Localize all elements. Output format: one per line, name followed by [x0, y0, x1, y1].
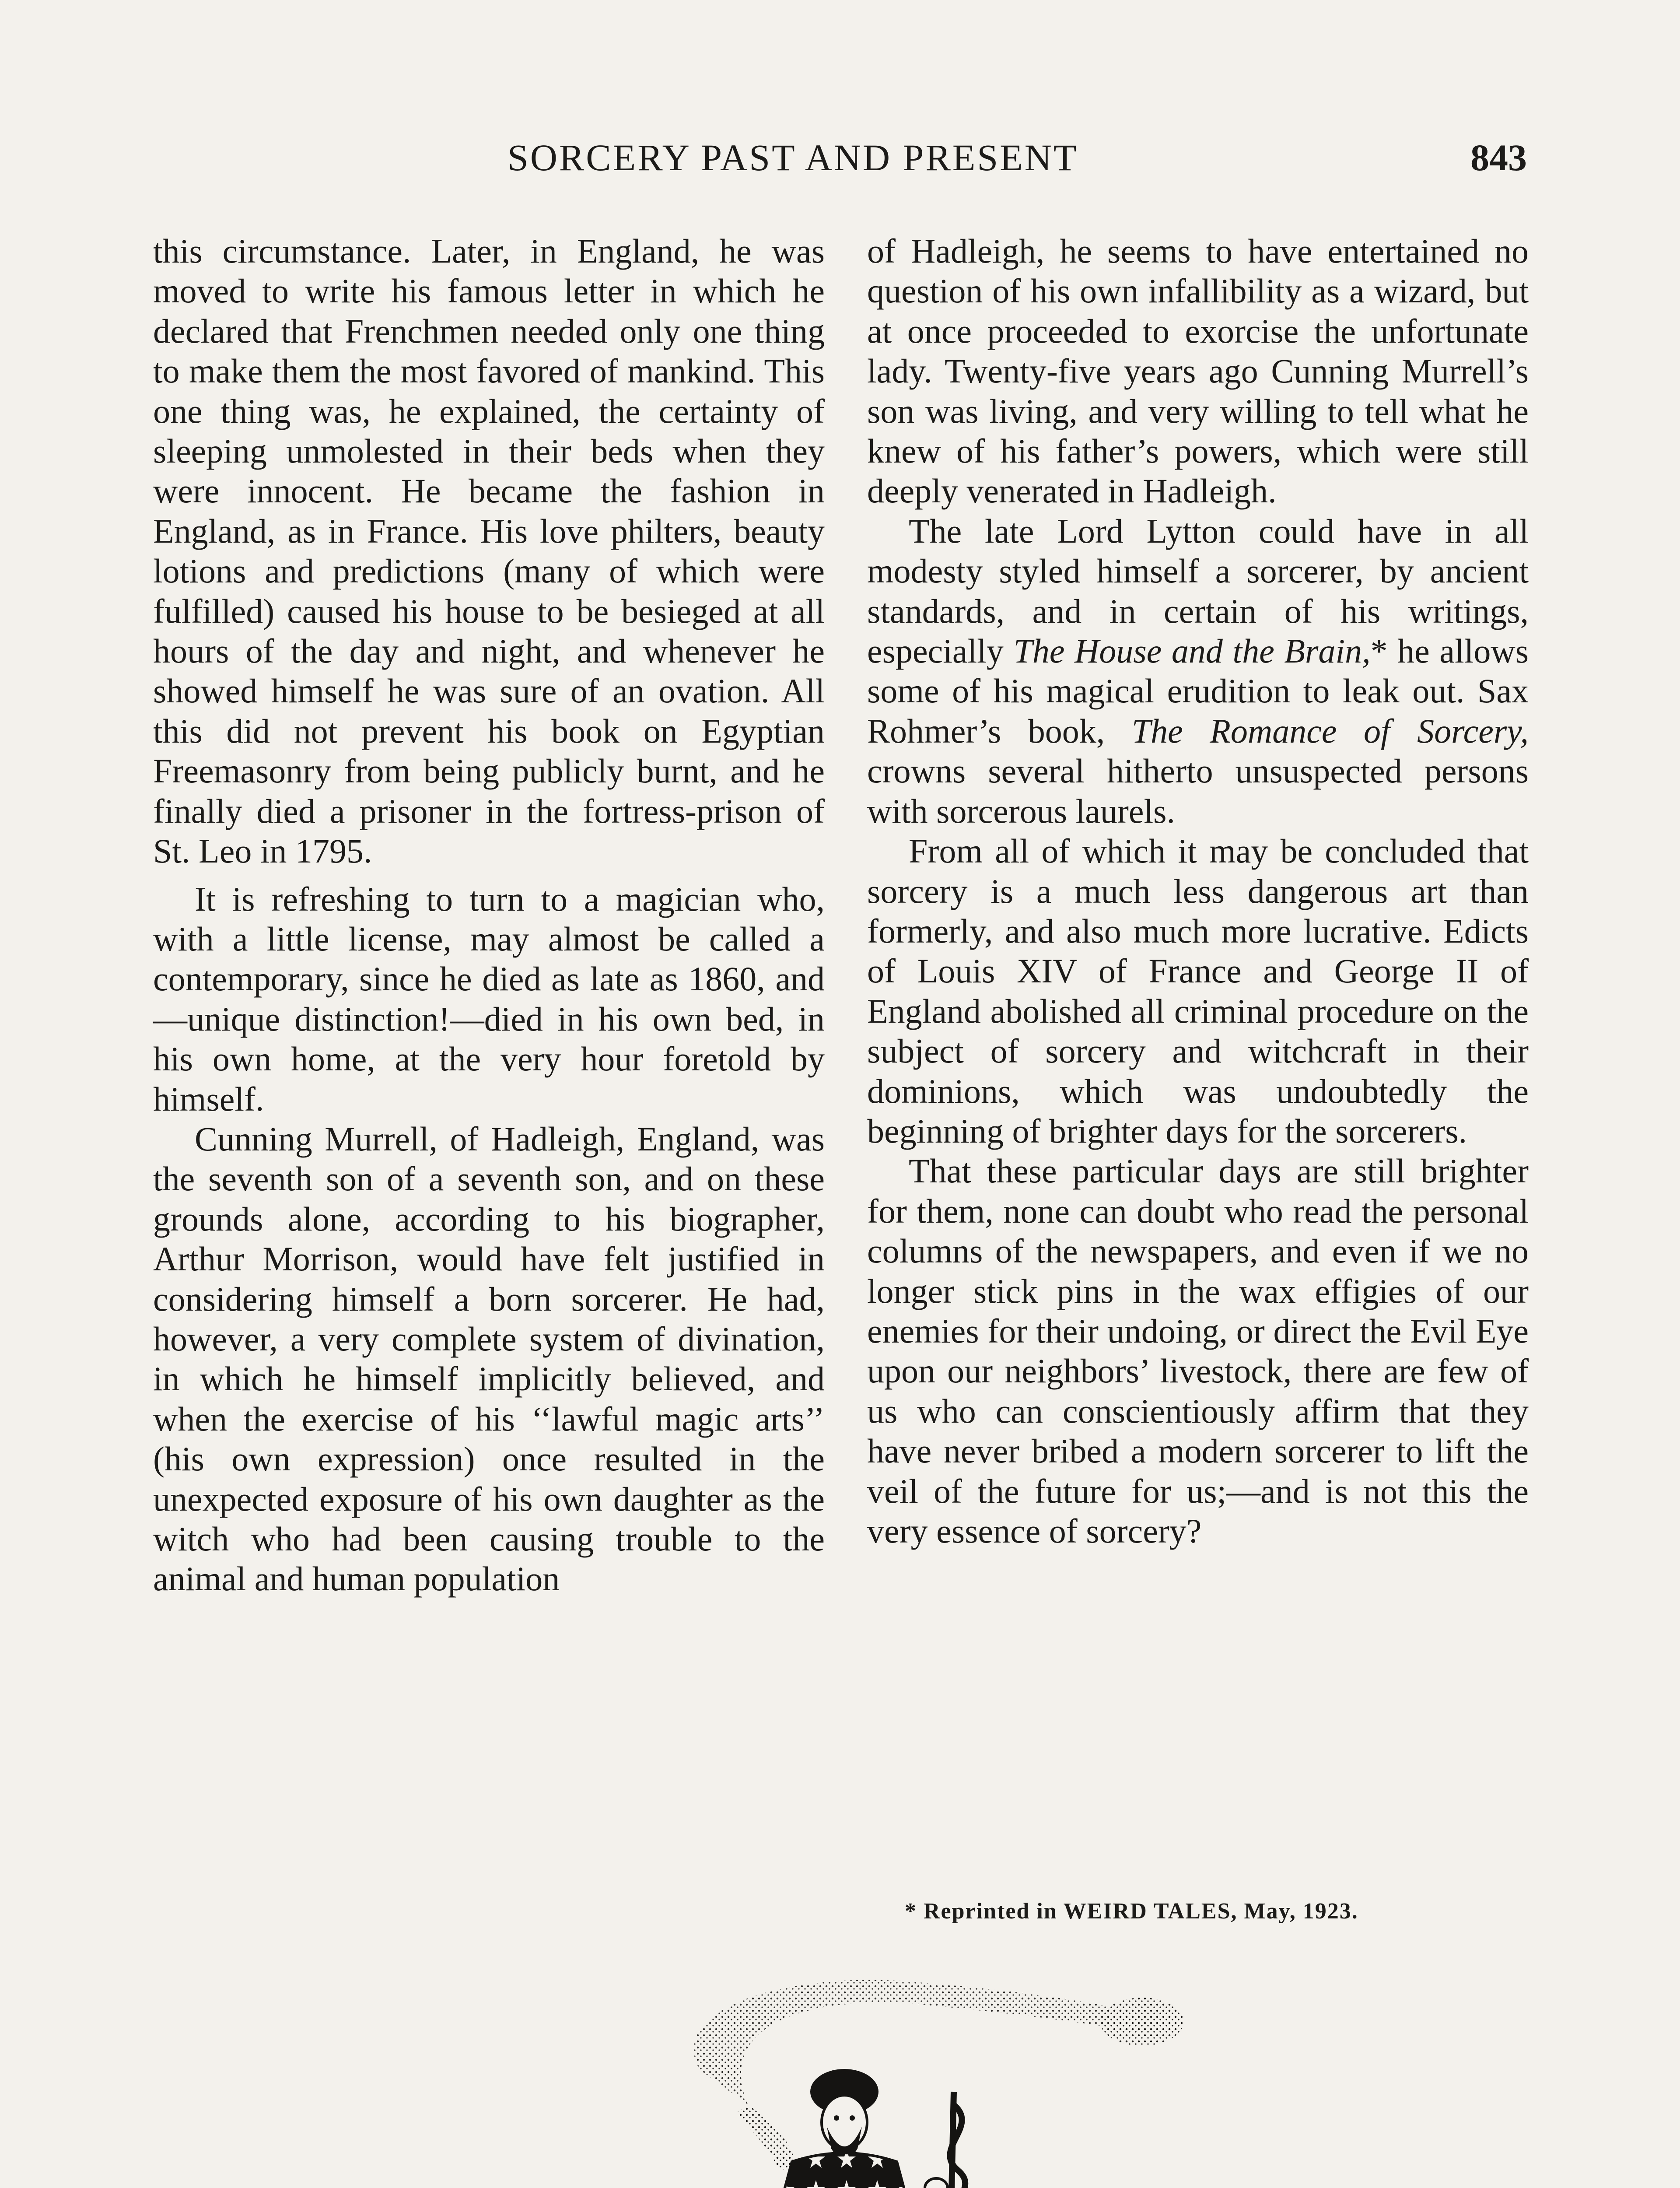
book-title-romance-of-sorcery: The Romance of Sorcery,: [1131, 712, 1529, 750]
paragraph-right-4: That these particular days are still brighter for them, none can doubt who read the personal columns of the newspapers, and even if we no longer stick pins in the wax effigies of our enemies for their undoing, or direct the Evil Eye upon our neighbors’ livestock, there are few of us who can conscientiously affirm that they have never bribed a modern sorcerer to lift the veil of the future for us;—and is not this the very essence of sorcery?: [867, 1152, 1529, 1550]
right-column: [867, 231, 1529, 1551]
paragraph-left-1: this circumstance. Later, in England, he was moved to write his famous letter in which he declared that Frenchmen needed only one thing to make them the most favored of mankind. This one thing was, he explained, the certainty of sleeping unmolested in their beds when they were innocent. He became the fashion in England, as in France. His love philters, beauty lotions and predictions (many of which were fulfilled) caused his house to be besieged at all hours of the day and night, and whenever he showed himself he was sure of an ovation. All this did not prevent his book on Egyptian Freemasonry from being publicly burnt, and he finally died a prisoner in the fortress-prison of St. Leo in 1795.: [153, 232, 825, 870]
running-head: SORCERY PAST AND PRESENT: [508, 137, 1078, 179]
paragraph-left-2: It is refreshing to turn to a magician who, with a little license, may almost be called a contemporary, since he died as late as 1860, and—unique distinction!—died in his own bed, in his own home, at the very hour foretold by himself.: [153, 880, 825, 1118]
paragraph-right-2-mid: * he allows some of his magical erudition to leak out. Sax Rohmer’s book,: [867, 632, 1529, 750]
sorcerer-with-serpent-icon: [648, 1960, 1190, 2188]
paragraph-right-3: From all of which it may be concluded that sorcery is a much less dangerous art than formerly, and also much more lucrative. Edicts of Louis XIV of France and George II of England abolished all criminal procedure on the subject of sorcery and witchcraft in their dominions, which was undoubtedly the beginning of brighter days for the sorcerers.: [867, 832, 1529, 1150]
paragraph-right-2: [867, 511, 1529, 831]
paragraph-left-3: Cunning Murrell, of Hadleigh, England, was the seventh son of a seventh son, and on these grounds alone, according to his biographer, Arthur Morrison, would have felt justified in considering himself a born sorcerer. He had, however, a very complete system of divination, in which he himself implicitly believed, and when the exercise of his ‘‘lawful magic arts’’ (his own expression) once resulted in the unexpected exposure of his own daughter as the witch who had been causing trouble to the animal and human population: [153, 1119, 825, 1598]
left-column: [153, 231, 825, 1599]
smoke-swirl: [693, 1980, 1159, 2105]
book-title-house-and-brain: The House and the Brain,: [1013, 632, 1371, 670]
paragraph-right-2-start: The late Lord Lytton could have in all modesty styled himself a sorcerer, by ancient standards, and in certain of his writings, especially: [867, 512, 1529, 670]
page-number: 843: [1470, 137, 1527, 179]
footnote: * Reprinted in WEIRD TALES, May, 1923.: [905, 1899, 1358, 1924]
paragraph-right-1: of Hadleigh, he seems to have entertained no question of his own infallibility as a wizard, but at once proceeded to exorcise the unfortunate lady. Twenty-five years ago Cunning Murrell’s son was living, and very willing to tell what he knew of his father’s powers, which were still deeply venerated in Hadleigh.: [867, 232, 1529, 510]
page-header: [149, 136, 1527, 188]
paragraph-right-2-end: crowns several hitherto unsuspected persons with sorcerous laurels.: [867, 752, 1529, 830]
